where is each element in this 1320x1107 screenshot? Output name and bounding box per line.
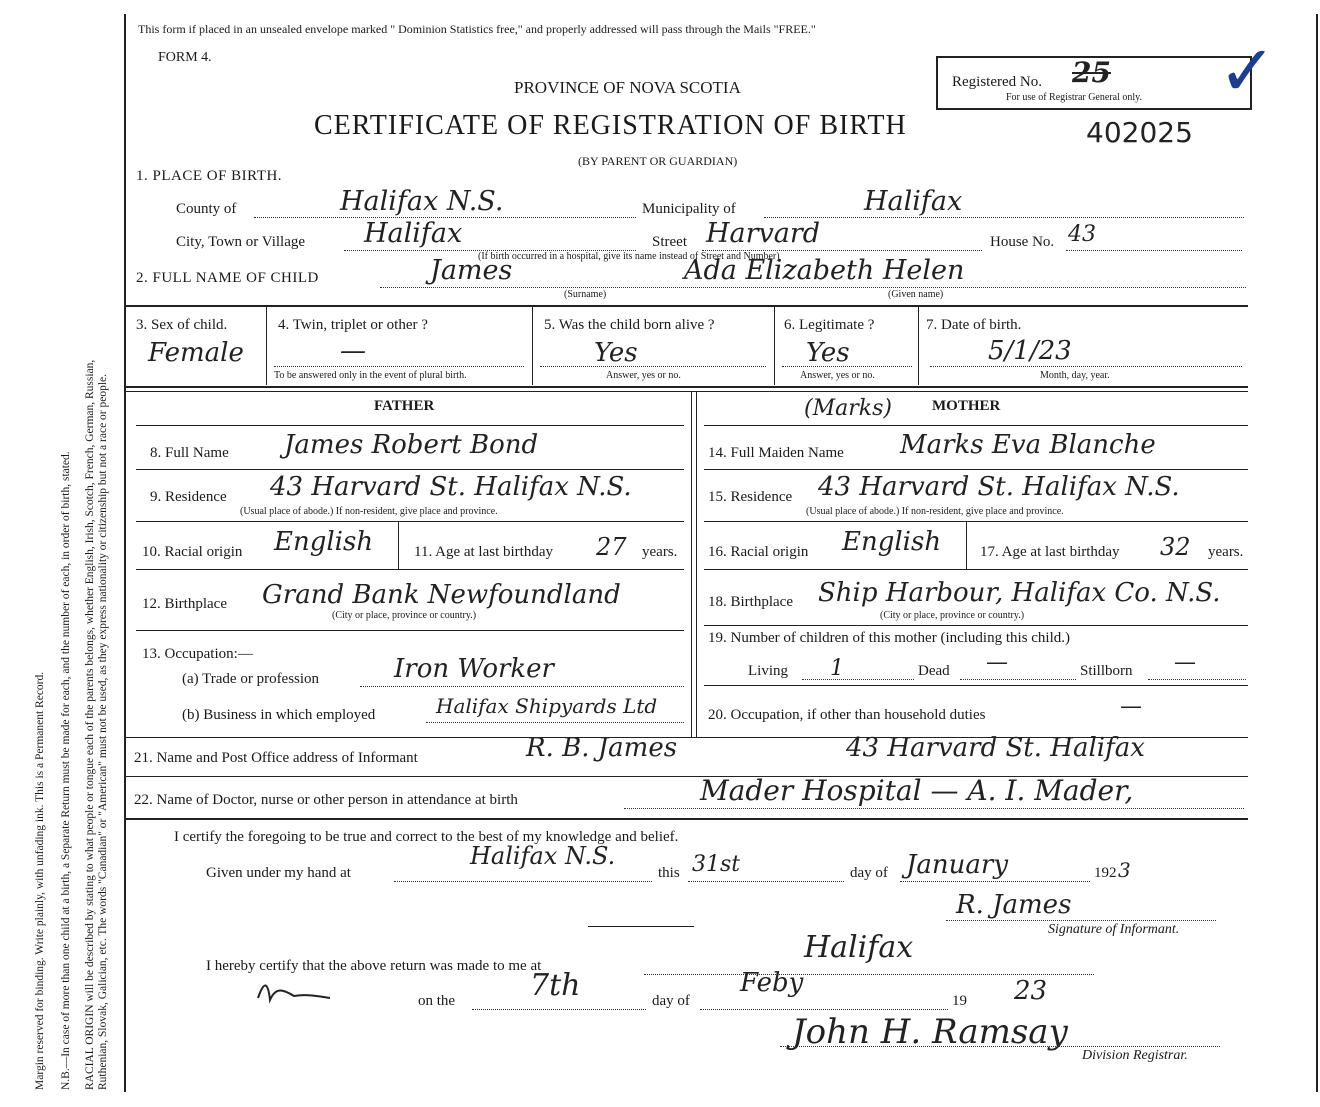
father-residence-note: (Usual place of abode.) If non-resident, give place and province. [240, 506, 498, 517]
alive-label: 5. Was the child born alive ? [544, 317, 715, 333]
left-margin [0, 0, 118, 1107]
year-prefix: 192 [1094, 865, 1117, 881]
year2-value: 23 [1014, 976, 1048, 1006]
registered-value: 25 [1072, 56, 1111, 89]
child-name-label: 2. FULL NAME OF CHILD [136, 270, 319, 286]
twin-value: — [340, 336, 366, 366]
city-label: City, Town or Village [176, 234, 306, 250]
year2-prefix: 19 [952, 993, 967, 1009]
handwritten-mark-icon [254, 976, 334, 1006]
stillborn-value: — [1174, 650, 1196, 675]
sex-label: 3. Sex of child. [136, 317, 228, 333]
father-racial-label: 10. Racial origin [142, 544, 243, 560]
mother-years-label: years. [1208, 544, 1244, 560]
legitimate-note: Answer, yes or no. [800, 370, 875, 381]
informant-address-value: 43 Harvard St. Halifax [846, 733, 1145, 763]
street-label: Street [652, 234, 687, 250]
registrar-signature: John H. Ramsay [792, 1012, 1068, 1052]
mother-occupation-value: — [1120, 694, 1142, 719]
father-occupation-label: 13. Occupation:— [142, 646, 253, 662]
father-age-label: 11. Age at last birthday [414, 544, 553, 560]
dead-value: — [986, 650, 1008, 675]
check-mark-icon: ✓ [1218, 30, 1277, 112]
legitimate-label: 6. Legitimate ? [784, 317, 875, 333]
child-surname-value: James [430, 255, 513, 286]
father-name-value: James Robert Bond [284, 430, 539, 460]
mother-racial-label: 16. Racial origin [708, 544, 809, 560]
document-title: CERTIFICATE OF REGISTRATION OF BIRTH [314, 110, 907, 141]
margin-note-racial-origin-cont: Ruthenian, Slovak, Galician, etc. The words "Canadian" or "American" must not be used, as they express nationality or citizenship but not a race or people. [97, 373, 109, 1090]
alive-note: Answer, yes or no. [606, 370, 681, 381]
house-value: 43 [1068, 222, 1096, 247]
mother-racial-value: English [842, 527, 942, 557]
house-label: House No. [990, 234, 1055, 250]
year-value: 3 [1118, 858, 1131, 882]
living-value: 1 [830, 656, 844, 681]
father-years-label: years. [642, 544, 678, 560]
father-residence-label: 9. Residence [150, 489, 227, 505]
father-residence-value: 43 Harvard St. Halifax N.S. [270, 472, 632, 502]
postal-notice: This form if placed in an unsealed envelope marked " Dominion Statistics free," and properly addressed will pass through the Mails "FREE." [138, 22, 816, 36]
father-age-value: 27 [596, 533, 627, 561]
father-birthplace-note: (City or place, province or country.) [332, 610, 477, 621]
mother-residence-label: 15. Residence [708, 489, 793, 505]
document-subtitle: (BY PARENT OR GUARDIAN) [578, 154, 738, 168]
province-title: PROVINCE OF NOVA SCOTIA [514, 78, 741, 97]
county-label: County of [176, 201, 237, 217]
father-business-value: Halifax Shipyards Ltd [436, 694, 658, 718]
registered-label: Registered No. [952, 74, 1042, 90]
division-registrar-label: Division Registrar. [1082, 1048, 1188, 1063]
month2-value: Feby [740, 968, 804, 998]
hereby-text: I hereby certify that the above return was made to me at [206, 958, 542, 974]
given-place-value: Halifax N.S. [470, 842, 616, 870]
day-of2-label: day of [652, 993, 690, 1009]
mother-children-label: 19. Number of children of this mother (including this child.) [708, 630, 1071, 646]
father-birthplace-label: 12. Birthplace [142, 596, 227, 612]
stillborn-label: Stillborn [1080, 663, 1133, 679]
mother-birthplace-value: Ship Harbour, Halifax Co. N.S. [818, 578, 1221, 608]
dob-label: 7. Date of birth. [926, 317, 1022, 333]
city-value: Halifax [364, 218, 463, 249]
legitimate-value: Yes [806, 338, 850, 368]
mother-birthplace-note: (City or place, province or country.) [880, 610, 1025, 621]
place-of-birth-heading: 1. PLACE OF BIRTH. [136, 168, 283, 184]
mother-residence-value: 43 Harvard St. Halifax N.S. [818, 472, 1180, 502]
month-value: January [906, 850, 1009, 880]
mother-name-value: Marks Eva Blanche [900, 430, 1156, 460]
this-label: this [658, 865, 680, 881]
margin-note-binding: Margin reserved for binding. Write plainly, with unfading ink. This is a Permanent Record. [34, 671, 46, 1090]
father-business-label: (b) Business in which employed [182, 707, 376, 723]
on-the-value: 7th [530, 968, 581, 1003]
registration-place-value: Halifax [804, 930, 914, 965]
doctor-label: 22. Name of Doctor, nurse or other person in attendance at birth [134, 792, 518, 808]
sex-value: Female [148, 338, 244, 368]
county-value: Halifax N.S. [340, 186, 504, 217]
form-number: FORM 4. [158, 50, 212, 65]
given-name-caption: (Given name) [888, 289, 944, 300]
father-racial-value: English [274, 527, 374, 557]
registrar-note: For use of Registrar General only. [1006, 92, 1142, 103]
mother-marks-note: (Marks) [804, 396, 892, 421]
informant-name-value: R. B. James [526, 733, 678, 763]
mother-residence-note: (Usual place of abode.) If non-resident, give place and province. [806, 506, 1064, 517]
mother-age-label: 17. Age at last birthday [980, 544, 1120, 560]
child-given-name-value: Ada Elizabeth Helen [684, 255, 965, 286]
informant-signature: R. James [956, 890, 1072, 920]
doctor-value: Mader Hospital — A. I. Mader, [700, 774, 1134, 807]
twin-label: 4. Twin, triplet or other ? [278, 317, 428, 333]
dead-label: Dead [918, 663, 950, 679]
father-trade-value: Iron Worker [394, 654, 554, 684]
mother-heading: MOTHER [932, 398, 1001, 414]
informant-signature-label: Signature of Informant. [1048, 922, 1180, 937]
municipality-value: Halifax [864, 186, 963, 217]
stamp-number: 402025 [1086, 116, 1193, 149]
mother-age-value: 32 [1160, 533, 1191, 561]
margin-note-racial-origin: RACIAL ORIGIN will be described by stating to what people or tongue each of the parents belongs, whether English, Irish, Scotch, French, German, Russian, [84, 359, 96, 1090]
mother-occupation-label: 20. Occupation, if other than household duties [708, 707, 986, 723]
twin-note: To be answered only in the event of plural birth. [274, 370, 467, 381]
margin-note-multiple-births: N.B.—In case of more than one child at a birth, a Separate Return must be made for each, and the number of each, in order of birth, stated. [60, 451, 72, 1090]
dob-note: Month, day, year. [1040, 370, 1110, 381]
dob-value: 5/1/23 [988, 336, 1072, 366]
street-value: Harvard [706, 218, 821, 249]
municipality-label: Municipality of [642, 201, 736, 217]
certify-text: I certify the foregoing to be true and correct to the best of my knowledge and belief. [174, 829, 679, 845]
on-the-label: on the [418, 993, 456, 1009]
father-birthplace-value: Grand Bank Newfoundland [262, 580, 621, 610]
hospital-note: (If birth occurred in a hospital, give its name instead of Street and Number) [478, 251, 780, 262]
given-label: Given under my hand at [206, 865, 351, 881]
day-of-label: day of [850, 865, 888, 881]
living-label: Living [748, 663, 788, 679]
surname-caption: (Surname) [564, 289, 607, 300]
alive-value: Yes [594, 338, 638, 368]
this-day-value: 31st [692, 852, 741, 877]
mother-name-label: 14. Full Maiden Name [708, 445, 844, 461]
father-trade-label: (a) Trade or profession [182, 671, 320, 687]
mother-birthplace-label: 18. Birthplace [708, 594, 793, 610]
informant-label: 21. Name and Post Office address of Informant [134, 750, 418, 766]
father-name-label: 8. Full Name [150, 445, 229, 461]
father-heading: FATHER [374, 398, 435, 414]
